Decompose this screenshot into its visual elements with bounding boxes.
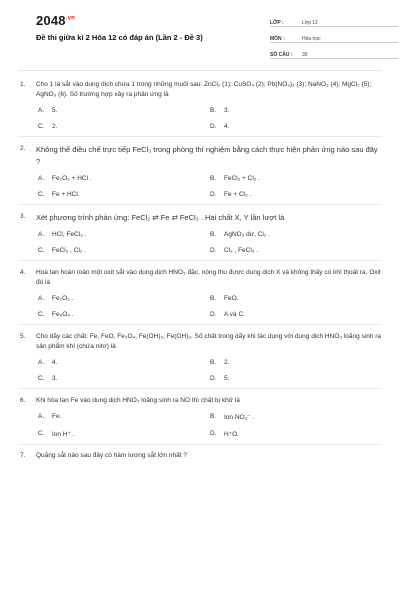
option-text: 5. (224, 375, 230, 382)
brand-logo[interactable] (36, 13, 75, 28)
option-text: 2. (224, 359, 230, 366)
option-text: 4. (224, 123, 230, 130)
option-letter: B. (210, 359, 217, 366)
option-letter: B. (210, 295, 217, 302)
option-b[interactable] (210, 295, 382, 302)
option-c[interactable] (38, 375, 210, 382)
question-text: Không thể điều chế trực tiếp FeCl₃ trong phòng thí nghiệm bằng cách thực hiện phản ứng nào sau đây ? (36, 145, 378, 166)
option-text: Fe + Cl₂ . (224, 191, 252, 198)
option-letter: A. (38, 231, 45, 238)
option-letter: C. (38, 191, 45, 198)
option-letter: A. (38, 175, 45, 182)
info-key: MÔN : (270, 36, 285, 42)
option-text: Ion H⁺ . (52, 431, 75, 438)
option-letter: D. (210, 430, 217, 437)
option-text: 4. (52, 359, 58, 366)
option-c[interactable] (38, 247, 210, 254)
option-letter: B. (210, 175, 217, 182)
option-text: 3. (224, 107, 230, 114)
question-number: 2. (20, 145, 26, 152)
option-text: Fe₂O₃ + HCl . (52, 175, 92, 182)
info-key: SỐ CÂU : (270, 52, 293, 58)
info-value: Hóa học (302, 36, 321, 42)
exam-info (270, 13, 398, 61)
option-a[interactable] (38, 413, 210, 421)
question-number: 3. (20, 213, 26, 220)
option-b[interactable] (210, 359, 382, 366)
option-text: Fe + HCl. (52, 191, 80, 198)
option-letter: D. (210, 311, 217, 318)
question-number: 1. (20, 81, 26, 88)
option-text: 5. (52, 107, 58, 114)
option-letter: D. (210, 123, 217, 130)
info-value: 30 (302, 52, 308, 58)
option-c[interactable] (38, 430, 210, 438)
question-number: 5. (20, 333, 26, 340)
option-letter: B. (210, 107, 217, 114)
exam-header (18, 0, 382, 62)
option-b[interactable] (210, 231, 382, 238)
option-text: Ion NO₃⁻ . (224, 414, 255, 421)
page-title: Đề thi giữa kì 2 Hóa 12 có đáp án (Lần 2 - Đề 3) (36, 33, 203, 42)
option-letter: D. (210, 247, 217, 254)
question-text: Xét phương trình phản ứng: FeCl₂ ⇄ Fe ⇄ FeCl₃ . Hai chất X, Y lần lượt là (36, 213, 285, 222)
header-divider (18, 70, 382, 71)
brand-suffix: .vn (65, 15, 76, 22)
option-d[interactable] (210, 430, 382, 438)
option-letter: B. (210, 413, 217, 420)
option-letter: C. (38, 375, 45, 382)
option-d[interactable] (210, 375, 382, 382)
option-d[interactable] (210, 247, 382, 254)
option-b[interactable] (210, 413, 382, 421)
info-key: LỚP : (270, 20, 284, 26)
question-4 (18, 268, 382, 325)
option-c[interactable] (38, 191, 210, 198)
option-b[interactable] (210, 107, 382, 114)
option-text: H⁺O. (224, 431, 239, 438)
option-text: 2. (52, 123, 58, 130)
info-row-count (270, 45, 398, 59)
option-text: HCl, FeCl₃ . (52, 231, 87, 238)
option-text: 3. (52, 375, 58, 382)
option-a[interactable] (38, 175, 210, 182)
question-5 (18, 332, 382, 389)
info-row-subject (270, 29, 398, 43)
option-text: Fe₃O₄ . (52, 311, 74, 318)
option-text: FeO. (224, 295, 239, 302)
option-c[interactable] (38, 123, 210, 130)
question-list (18, 80, 382, 459)
question-text: Quặng sắt nào sau đây có hàm lượng sắt lớn nhất ? (36, 452, 187, 459)
option-d[interactable] (210, 311, 382, 318)
option-letter: C. (38, 430, 45, 437)
option-text: FeCl₂ + Cl₂ . (224, 175, 260, 182)
question-2 (18, 144, 382, 205)
option-letter: A. (38, 413, 45, 420)
brand-name: 2048 (36, 13, 66, 28)
question-number: 4. (20, 269, 26, 276)
option-text: A và C. (224, 311, 245, 318)
option-a[interactable] (38, 107, 210, 114)
option-d[interactable] (210, 123, 382, 130)
option-letter: D. (210, 375, 217, 382)
option-text: Fe₂O₃ . (52, 295, 74, 302)
info-row-class (270, 13, 398, 27)
option-letter: B. (210, 231, 217, 238)
option-text: AgNO₃ dư, Cl₂ . (224, 231, 271, 238)
question-number: 6. (20, 397, 26, 404)
option-a[interactable] (38, 359, 210, 366)
option-letter: A. (38, 107, 45, 114)
option-letter: C. (38, 247, 45, 254)
question-6 (18, 396, 382, 445)
option-letter: C. (38, 123, 45, 130)
question-7 (18, 452, 382, 459)
option-letter: C. (38, 311, 45, 318)
option-letter: D. (210, 191, 217, 198)
option-a[interactable] (38, 295, 210, 302)
question-text: Cho 1 lá sắt vào dung dịch chứa 1 trong những muối sau: ZnCl₂ (1); CuSO₄ (2); Pb(NO₃)₂ (3); NaNO₃ (4); MgCl₂ (5); AgNO₃ (6). Số trường hợp xảy ra phản ứng là (36, 81, 372, 98)
option-a[interactable] (38, 231, 210, 238)
option-text: Fe. (52, 413, 62, 420)
option-letter: A. (38, 359, 45, 366)
option-c[interactable] (38, 311, 210, 318)
option-letter: A. (38, 295, 45, 302)
option-d[interactable] (210, 191, 382, 198)
question-text: Cho dãy các chất: Fe, FeO, Fe₃O₄, Fe(OH)₂, Fe(OH)₃. Số chất trong dãy khi tác dụng với dung dịch HNO₃ loãng sinh ra sản phẩm khí (chứa nitơ) là (36, 333, 382, 350)
info-value: Lớp 12 (302, 20, 318, 26)
option-text: FeCl₃ , Cl₂ . (52, 247, 87, 254)
question-1 (18, 80, 382, 137)
question-3 (18, 212, 382, 261)
question-text: Hoà tan hoàn toàn một oxit sắt vào dung dịch HNO₃ đặc, nóng thu được dung dịch X và không thấy có khí thoát ra. Oxit đó là (36, 269, 381, 286)
question-number: 7. (20, 452, 26, 459)
option-b[interactable] (210, 175, 382, 182)
question-text: Khi hòa tan Fe vào dung dịch HNO₃ loãng sinh ra NO thì chất bị khử là (36, 397, 240, 404)
option-text: Cl₂ , FeCl₃ . (224, 247, 259, 254)
